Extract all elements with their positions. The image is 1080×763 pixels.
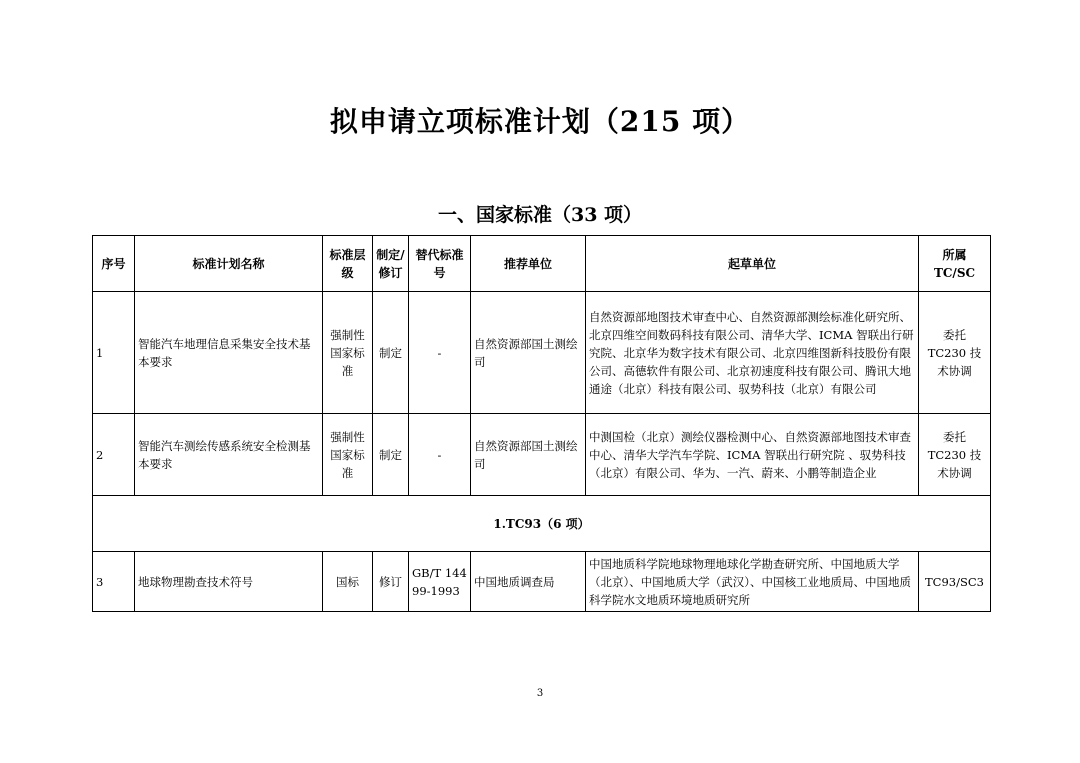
cell-drafter: 中国地质科学院地球物理地球化学勘查研究所、中国地质大学（北京）、中国地质大学（武汉）、中国核工业地质局、中国地质科学院水文地质环境地质研究所 [586,552,919,612]
cell-recommender: 中国地质调查局 [471,552,586,612]
table-row [93,414,991,496]
page-number: 3 [536,688,544,699]
cell-drafter: 自然资源部地图技术审查中心、自然资源部测绘标准化研究所、北京四维空间数码科技有限公司、清华大学、ICMA 智联出行研究院、北京华为数字技术有限公司、北京四维图新科技股份有限公司、高德软件有限公司、北京初速度科技有限公司、腾讯大地通途（北京）科技有限公司、驭势科技（北京）有限公司 [586,292,919,414]
cell-name: 地球物理勘查技术符号 [135,552,323,612]
cell-recommender: 自然资源部国土测绘司 [471,414,586,496]
header-replace: 替代标准号 [409,236,471,292]
cell-recommender: 自然资源部国土测绘司 [471,292,586,414]
header-recommender: 推荐单位 [471,236,586,292]
cell-no: 2 [93,414,135,496]
cell-tc: TC93/SC3 [919,552,991,612]
header-tc: 所属 TC/SC [919,236,991,292]
cell-replace: - [409,414,471,496]
standards-table [92,235,991,612]
section-row [93,496,991,552]
header-type: 制定/修订 [373,236,409,292]
cell-tc: 委托 TC230 技术协调 [919,414,991,496]
cell-name: 智能汽车地理信息采集安全技术基本要求 [135,292,323,414]
table-row [93,552,991,612]
header-name: 标准计划名称 [135,236,323,292]
cell-no: 1 [93,292,135,414]
header-drafter: 起草单位 [586,236,919,292]
section-label: 1.TC93（6 项） [93,496,991,552]
cell-tc: 委托 TC230 技术协调 [919,292,991,414]
page-title: 拟申请立项标准计划（215 项） [329,105,751,138]
cell-drafter: 中测国检（北京）测绘仪器检测中心、自然资源部地图技术审查中心、清华大学汽车学院、ICMA 智联出行研究院 、驭势科技（北京）有限公司、华为、一汽、蔚来、小鹏等制造企业 [586,414,919,496]
cell-type: 制定 [373,292,409,414]
table-row [93,292,991,414]
cell-level: 强制性国家标准 [323,414,373,496]
cell-type: 修订 [373,552,409,612]
table-header-row [93,236,991,292]
cell-type: 制定 [373,414,409,496]
cell-replace: - [409,292,471,414]
header-no: 序号 [93,236,135,292]
section-title: 一、国家标准（33 项） [437,204,643,226]
cell-level: 国标 [323,552,373,612]
cell-no: 3 [93,552,135,612]
cell-level: 强制性国家标准 [323,292,373,414]
header-level: 标准层级 [323,236,373,292]
cell-name: 智能汽车测绘传感系统安全检测基本要求 [135,414,323,496]
cell-replace: GB/T 14499-1993 [409,552,471,612]
